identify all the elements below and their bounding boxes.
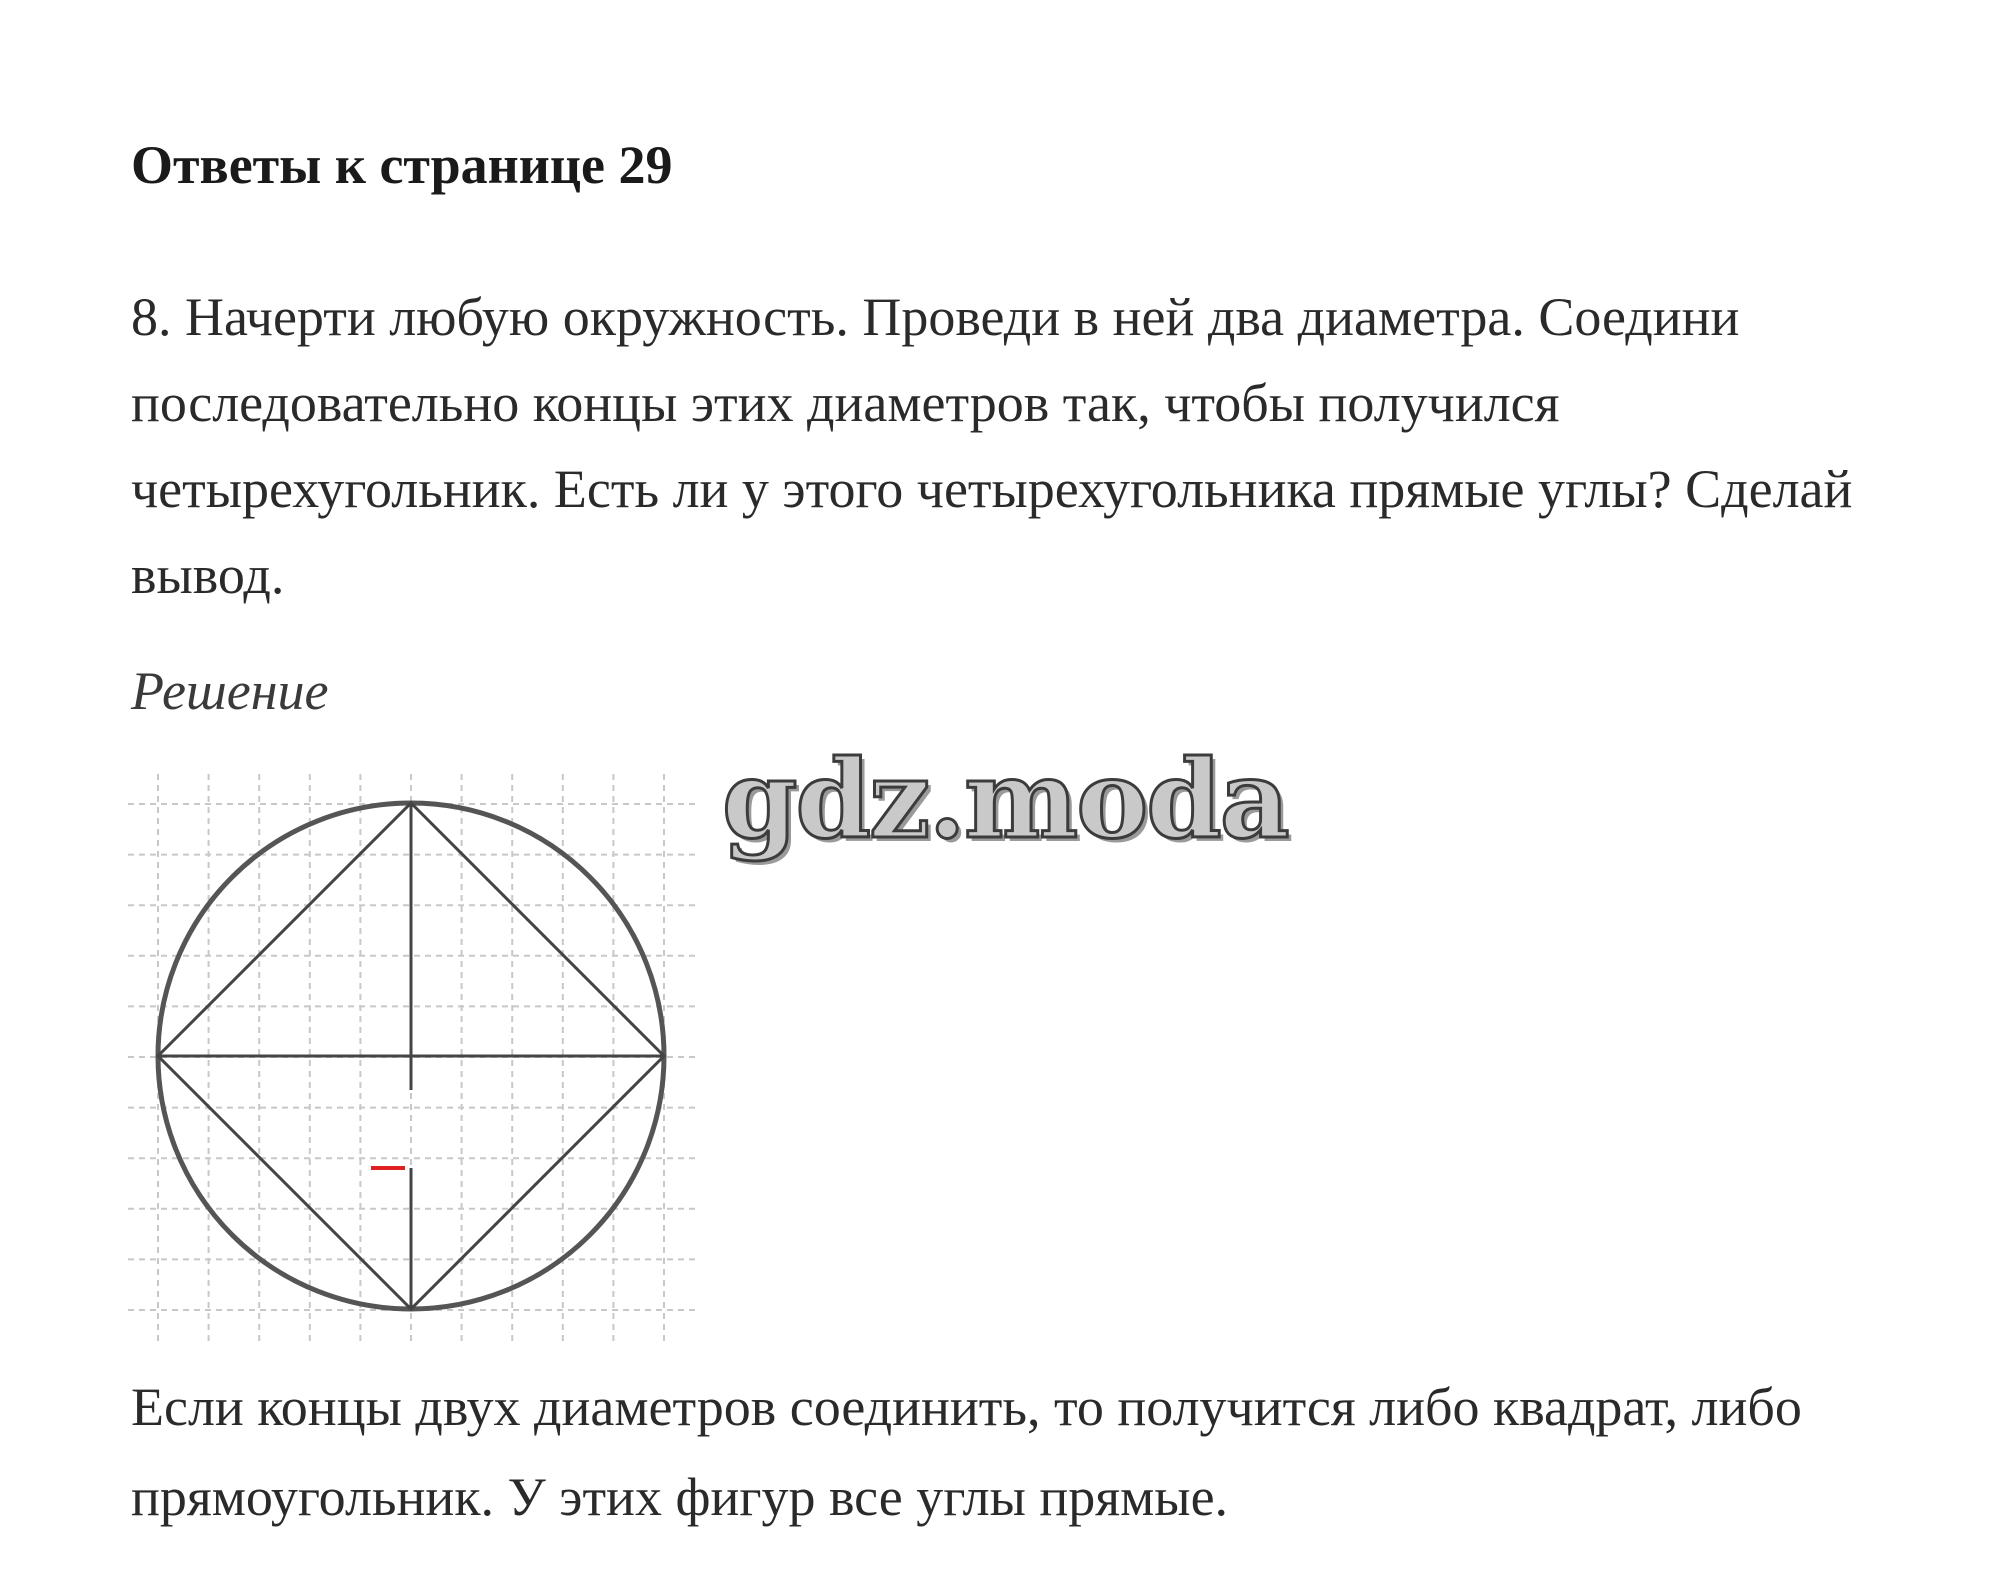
circle-diagram bbox=[128, 774, 698, 1344]
page-heading: Ответы к странице 29 bbox=[131, 135, 673, 195]
grid bbox=[128, 774, 698, 1344]
solution-label: Решение bbox=[131, 661, 329, 721]
problem-text: 8. Начерти любую окружность. Проведи в ней два диаметра. Соедини последовательно концы этих диаметров так, чтобы получился четырехугольник. Есть ли у этого четырехугольника прямые углы? Сделай вывод. bbox=[131, 287, 1853, 605]
answer-text: Если концы двух диаметров соединить, то получится либо квадрат, либо прямоугольник. У этих фигур все углы прямые. bbox=[131, 1377, 1802, 1527]
watermark-logo: gdz.moda bbox=[722, 737, 1288, 863]
